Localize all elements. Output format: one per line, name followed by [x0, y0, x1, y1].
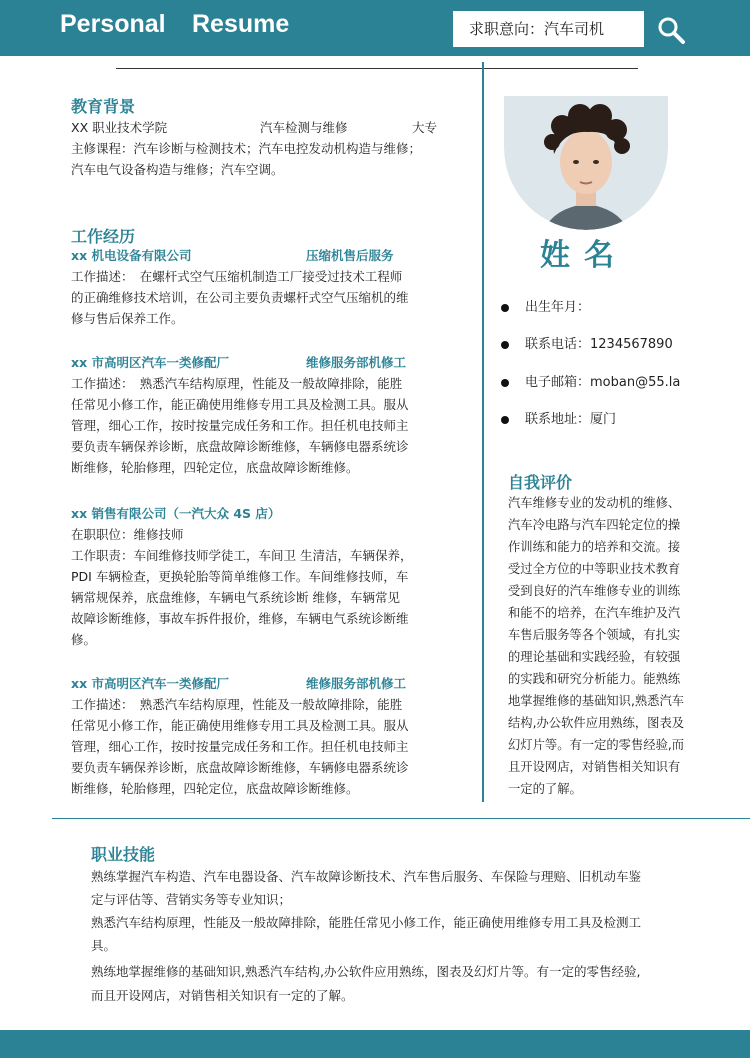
job-line: 故障诊断维修，事故车拆件报价，维修，车辆电气系统诊断维: [71, 611, 409, 626]
info-label: 出生年月：: [525, 300, 591, 315]
job-company: xx 销售有限公司（一汽大众 4S 店）: [71, 506, 281, 521]
education-degree: 大专: [412, 120, 438, 135]
job-position: 压缩机售后服务: [306, 248, 394, 263]
job-intent-box: 求职意向：汽车司机: [453, 11, 644, 47]
job-line: 工作描述： 在螺杆式空气压缩机制造工厂接受过技术工程师: [71, 269, 403, 284]
self-eval-title: 自我评价: [508, 473, 573, 492]
job-line: 任常见小修工作，能正确使用维修专用工具及检测工具。服从: [71, 397, 409, 412]
info-label: 联系地址：厦门: [525, 412, 617, 427]
header-bar: [0, 0, 750, 56]
self-eval-line: 汽车冷电路与汽车四轮定位的操: [508, 518, 681, 532]
skills-divider: [52, 818, 750, 819]
job-line: 工作描述： 熟悉汽车结构原理，性能及一般故障排除，能胜: [71, 376, 403, 391]
job-position: 维修服务部机修工: [306, 676, 407, 691]
self-eval-line: 的理论基础和实践经验，有较强: [508, 650, 681, 664]
skills-line: 熟练地掌握维修的基础知识,熟悉汽车结构,办公软件应用熟练，图表及幻灯片等。有一定的零售经验,: [91, 964, 641, 979]
job-line: 任常见小修工作，能正确使用维修专用工具及检测工具。服从: [71, 718, 409, 733]
bullet-icon: [501, 379, 509, 387]
self-eval-line: 受到良好的汽车维修专业的训练: [508, 584, 681, 598]
bullet-icon: [501, 304, 509, 312]
skills-line: 而且开设网店，对销售相关知识有一定的了解。: [91, 988, 354, 1003]
top-divider: [116, 68, 638, 69]
job-line: 管理，细心工作，按时按量完成任务和工作。担任机电技师主: [71, 418, 409, 433]
header-title-personal: Personal: [60, 10, 166, 38]
search-icon[interactable]: [656, 15, 686, 45]
job-line: 辆常规保养，底盘维修，车辆电气系统诊断 维修，车辆常见: [71, 590, 400, 605]
self-eval-line: 结构,办公软件应用熟练，图表及: [508, 716, 685, 730]
skills-line: 熟悉汽车结构原理，性能及一般故障排除，能胜任常见小修工作，能正确使用维修专用工具及检测工: [91, 915, 642, 930]
bullet-icon: [501, 341, 509, 349]
job-company: xx 机电设备有限公司: [71, 248, 192, 263]
job-line: 要负责车辆保养诊断，底盘故障诊断维修，车辆修电器系统诊: [71, 760, 409, 775]
job-line: 断维修，轮胎修理，四轮定位，底盘故障诊断维修。: [71, 460, 359, 475]
self-eval-line: 地掌握维修的基础知识,熟悉汽车: [508, 694, 685, 708]
footer-bar: [0, 1030, 750, 1058]
job-line: PDI 车辆检查，更换轮胎等简单维修工作。车间维修技师，车: [71, 569, 409, 584]
self-eval-line: 一定的了解。: [508, 782, 582, 796]
self-eval-line: 汽车维修专业的发动机的维修、: [508, 496, 681, 510]
self-eval-line: 的实践和研究分析能力。能熟练: [508, 672, 681, 686]
self-eval-line: 且开设网店，对销售相关知识有: [508, 760, 681, 774]
profile-photo: [504, 96, 668, 230]
bullet-icon: [501, 416, 509, 424]
self-eval-line: 幻灯片等。有一定的零售经验,而: [508, 738, 685, 752]
education-courses-line: 主修课程：汽车诊断与检测技术；汽车电控发动机构造与维修；: [71, 141, 422, 156]
job-company: xx 市高明区汽车一类修配厂: [71, 676, 229, 691]
job-line: 要负责车辆保养诊断，底盘故障诊断维修，车辆修电器系统诊: [71, 439, 409, 454]
job-company: xx 市高明区汽车一类修配厂: [71, 355, 229, 370]
job-position: 维修服务部机修工: [306, 355, 407, 370]
job-line: 修与售后保养工作。: [71, 311, 184, 326]
education-title: 教育背景: [71, 97, 136, 116]
column-divider: [482, 62, 484, 802]
info-label: 联系电话：1234567890: [525, 337, 673, 352]
education-school: XX 职业技术学院: [71, 120, 168, 135]
job-line: 工作描述： 熟悉汽车结构原理，性能及一般故障排除，能胜: [71, 697, 403, 712]
self-eval-line: 受过全方位的中等职业技术教育: [508, 562, 681, 576]
job-line: 在职职位：维修技师: [71, 527, 184, 542]
skills-line: 熟练掌握汽车构造、汽车电器设备、汽车故障诊断技术、汽车售后服务、车保险与理赔、旧机动车鉴: [91, 869, 642, 884]
work-title: 工作经历: [71, 227, 136, 246]
job-line: 断维修，轮胎修理，四轮定位，底盘故障诊断维修。: [71, 781, 359, 796]
job-line: 修。: [71, 632, 97, 647]
self-eval-line: 作训练和能力的培养和交流。接: [508, 540, 681, 554]
skills-line: 定与评估等、营销实务等专业知识；: [91, 892, 292, 907]
header-title-resume: Resume: [192, 10, 290, 38]
skills-line: 具。: [91, 938, 117, 953]
job-line: 管理，细心工作，按时按量完成任务和工作。担任机电技师主: [71, 739, 409, 754]
info-label: 电子邮箱：moban@55.la: [525, 375, 681, 390]
job-line: 工作职责：车间维修技师学徒工，车间卫 生清洁，车辆保养，: [71, 548, 413, 563]
skills-title: 职业技能: [91, 845, 156, 864]
self-eval-line: 和能不的培养，在汽车维护及汽: [508, 606, 681, 620]
job-line: 的正确维修技术培训，在公司主要负责螺杆式空气压缩机的维: [71, 290, 409, 305]
profile-name: 姓名: [540, 238, 628, 273]
education-major: 汽车检测与维修: [260, 120, 348, 135]
self-eval-line: 车售后服务等各个领域，有扎实: [508, 628, 681, 642]
education-courses-line: 汽车电气设备构造与维修；汽车空调。: [71, 162, 284, 177]
